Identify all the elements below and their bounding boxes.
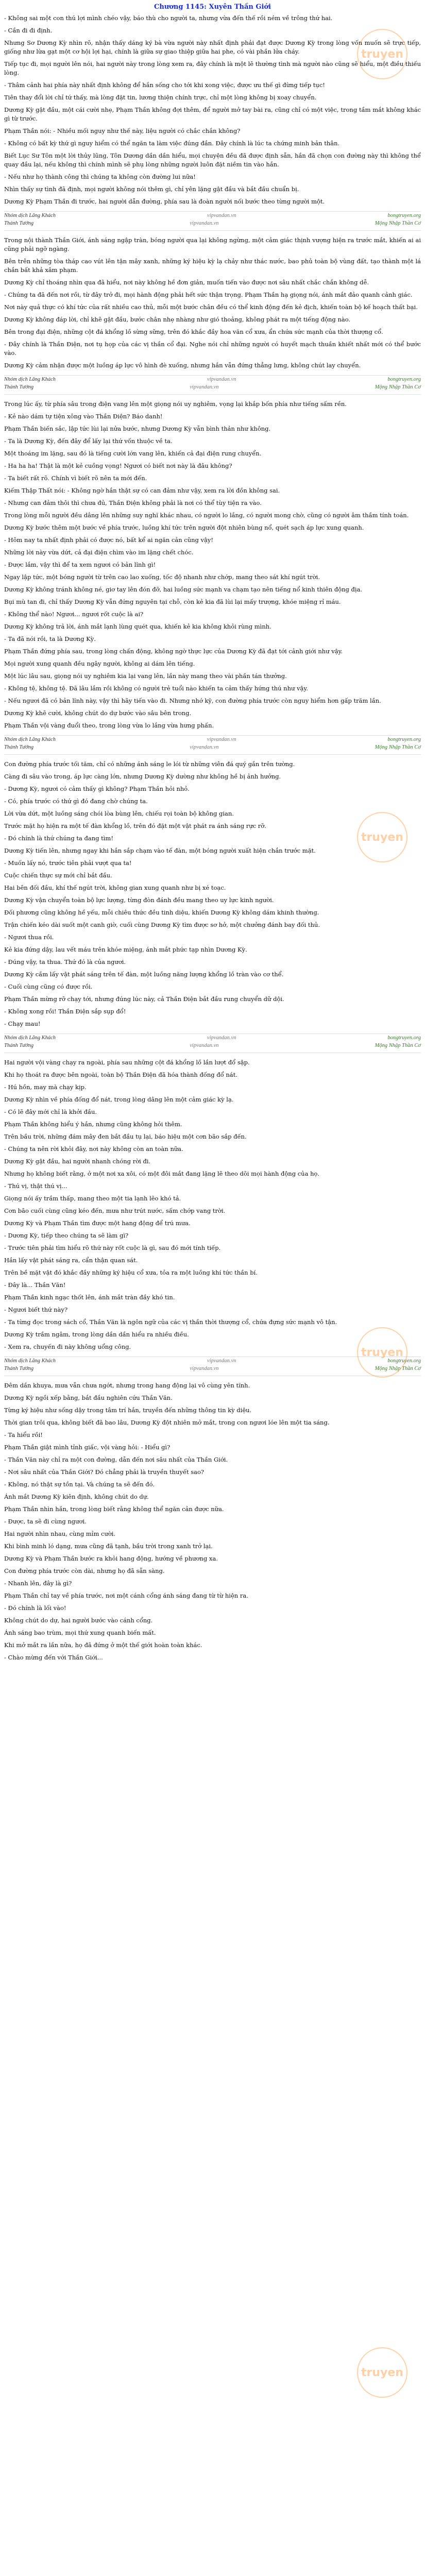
watermark-logo-icon [349, 2339, 416, 2406]
story-paragraph: - Nhưng can đảm thôi thì chưa đủ, Thần Điện không phải là nơi có thể tùy tiện ra vào. [4, 499, 262, 506]
story-paragraph: Hai người vội vàng chạy ra ngoài, phía sau những cột đá khổng lồ lần lượt đổ sập. [4, 1059, 250, 1066]
separator-row-bottom [4, 1365, 421, 1372]
story-paragraph: Dương Kỳ gật đầu, hai người nhanh chóng rời đi. [4, 1158, 151, 1165]
source-site: vipvandan.vn [207, 213, 236, 218]
separator-row-top [4, 376, 421, 383]
story-paragraph: - Không có bất kỳ thứ gì nguy hiểm có thể ngăn ta làm việc đúng đắn. Đây chính là lúc ta chứng minh bản thân. [4, 140, 340, 147]
story-paragraph: Phạm Thần mừng rỡ chạy tới, nhưng đúng lúc này, cả Thần Điện bắt đầu rung chuyển dữ dội. [4, 995, 284, 1003]
story-paragraph: Kẻ kia đứng dậy, lau vết máu trên khóe miệng, ánh mắt phức tạp nhìn Dương Kỳ. [4, 946, 247, 953]
story-paragraph: Bên trên những tòa tháp cao vút lên tận mây xanh, những ký hiệu kỳ lạ chảy như thác nước, bao phủ toàn bộ vùng đất, tạo thành một lá chắn bất khả xâm phạm. [4, 258, 421, 274]
story-paragraph: Trên bầu trời, những đám mây đen bắt đầu tụ lại, báo hiệu một cơn bão sắp đến. [4, 1133, 247, 1140]
separator-row-bottom [4, 219, 421, 227]
section-1 [4, 14, 421, 206]
chapter-title: Chương 1145: Xuyên Thần Giới [154, 3, 271, 11]
source-site-2: vipvandan.vn [190, 1366, 219, 1371]
separator-row-bottom [4, 743, 421, 751]
section-separator [4, 375, 421, 395]
story-paragraph: Phạm Thần đứng phía sau, trong lòng chấn động, không ngờ thực lực của Dương Kỳ đã đạt tới cảnh giới như vậy. [4, 648, 343, 655]
story-paragraph: - Có, phía trước có thứ gì đó đang chờ chúng ta. [4, 798, 148, 805]
story-paragraph: Bên trong đại điện, những cột đá khổng lồ sừng sững, trên đó khắc đầy hoa văn cổ xưa, ẩn chứa sức mạnh của thời thượng cổ. [4, 328, 383, 335]
story-paragraph: Dương Kỳ bước thêm một bước về phía trước, luồng khí tức trên người đột nhiên bùng nổ, quét sạch áp lực xung quanh. [4, 524, 364, 531]
story-paragraph: Nhưng họ không biết rằng, ở một nơi xa xôi, có một đôi mắt đang lặng lẽ theo dõi mọi hành động của họ. [4, 1170, 320, 1177]
story-paragraph: Đêm dần khuya, mưa vẫn chưa ngớt, nhưng trong hang động lại vô cùng yên tĩnh. [4, 1382, 250, 1389]
story-paragraph: Dương Kỳ cầm lấy vật phát sáng trên tế đàn, một luồng năng lượng khổng lồ tràn vào cơ thể. [4, 971, 284, 978]
translator-credit: Nhóm dịch Lãng Khách [4, 1035, 56, 1041]
story-paragraph: - Không tệ, không tệ. Đã lâu lắm rồi không có người trẻ tuổi nào khiến ta cảm thấy hứng thú như vậy. [4, 685, 309, 692]
story-paragraph: Con đường phía trước tối tăm, chỉ có những ánh sáng le lói từ những viên đá quý gắn trên tường. [4, 760, 295, 768]
story-paragraph: Không chút do dự, hai người bước vào cánh cổng. [4, 1617, 153, 1624]
story-paragraph: Những lời này vừa dứt, cả đại điện chìm vào im lặng chết chóc. [4, 549, 194, 556]
story-paragraph: Dương Kỳ nhìn về phía đống đổ nát, trong lòng dâng lên một cảm giác kỳ lạ. [4, 1096, 234, 1103]
story-paragraph: - Nếu ngươi đã có bản lĩnh này, vậy thì hãy tiến vào đi. Nhưng nhớ kỹ, con đường phía trước còn nguy hiểm hơn gấp trăm lần. [4, 697, 381, 704]
story-paragraph: Phạm Thần chỉ tay về phía trước, nơi một cánh cổng ánh sáng đang từ từ hiện ra. [4, 1592, 248, 1599]
story-paragraph: - Dương Kỳ, tiếp theo chúng ta sẽ làm gì? [4, 1232, 129, 1239]
story-paragraph: Ngay lập tức, một bóng người từ trên cao lao xuống, tốc độ nhanh như chớp, mang theo sát khí ngút trời. [4, 573, 320, 581]
story-paragraph: - Chúng ta nên rời khỏi đây, nơi này không còn an toàn nữa. [4, 1145, 183, 1153]
source-site-2: vipvandan.vn [190, 744, 219, 750]
story-paragraph: - Dương Kỳ, ngươi có cảm thấy gì không? Phạm Thần hỏi nhỏ. [4, 785, 190, 792]
story-paragraph: Càng đi sâu vào trong, áp lực càng lớn, nhưng Dương Kỳ dường như không hề bị ảnh hưởng. [4, 773, 281, 780]
book-title: Thánh Tướng [4, 1043, 34, 1048]
source-site: vipvandan.vn [207, 1035, 236, 1041]
story-paragraph: - Chúng ta đã đến nơi rồi, từ đây trở đi, mọi hành động phải hết sức thận trọng. Phạm Thần hạ giọng nói, ánh mắt đảo quanh cảnh giác. [4, 291, 413, 298]
story-paragraph: Từng ký hiệu như sống dậy trong tâm trí hắn, truyền đến những thông tin kỳ diệu. [4, 1406, 252, 1414]
translator-credit: Nhóm dịch Lãng Khách [4, 377, 56, 382]
story-paragraph: Biết Lục Sư Tôn một lời thủy lũng, Tôn Dương dần dần hiểu, mọi chuyện đều đã được định sẵn, hắn đã chọn con đường này thì không thể quay đầu lại, nếu không thì chính mình sẽ phụ lòng những người luôn đặt niềm tin vào hắn. [4, 152, 421, 168]
story-paragraph: Dương Kỳ Phạm Thần đi trước, hai người dẫn đường, phía sau là đoàn người nối bước theo từng người một. [4, 198, 325, 205]
story-paragraph: - Chào mừng đến với Thần Giới... [4, 1654, 103, 1661]
story-paragraph: Trong nội thành Thần Giới, ánh sáng ngập tràn, bóng người qua lại không ngừng, một cảm giác thịnh vượng hiện ra trước mắt, khiến ai ai cũng phải ngỡ ngàng. [4, 236, 421, 252]
story-paragraph: - Thâm cảnh hai phía này nhất định không để hắn sống cho tới khi xong việc, được ưu thế gì đừng tiếp tục! [4, 81, 325, 89]
story-paragraph: Khi mở mắt ra lần nữa, họ đã đứng ở một thế giới hoàn toàn khác. [4, 1641, 202, 1649]
separator-row-bottom [4, 383, 421, 391]
story-paragraph: - Không sai một con thú lợi mình chéo vậy, báo thù cho người ta, nhưng vừa đến thế rồi ném về trông thứ hai. [4, 14, 333, 22]
story-paragraph: Dương Kỳ vận chuyển toàn bộ lực lượng, từng đòn đánh đều mang theo uy lực kinh người. [4, 896, 274, 904]
story-paragraph: - Ta từng đọc trong sách cổ, Thần Văn là ngôn ngữ của các vị thần thời thượng cổ, chứa đựng sức mạnh vô tận. [4, 1318, 337, 1326]
source-site-2: vipvandan.vn [190, 221, 219, 226]
story-paragraph: - Cần đi đi định. [4, 27, 53, 34]
section-6 [4, 1381, 421, 1662]
story-paragraph: Kiếm Thập Thất nói: - Không ngờ hắn thật sự có can đảm như vậy, xem ra lời đồn không sai. [4, 487, 280, 494]
section-3 [4, 400, 421, 730]
story-paragraph: Phạm Thần vội vàng đuổi theo, trong lòng vừa lo lắng vừa hưng phấn. [4, 722, 214, 729]
story-paragraph: Dương Kỳ ngồi xếp bằng, bắt đầu nghiên cứu Thần Văn. [4, 1394, 173, 1401]
host-site: bongtruyen.org [387, 737, 421, 742]
story-paragraph: - Ta đã nói rồi, ta là Dương Kỳ. [4, 635, 96, 642]
section-separator [4, 211, 421, 231]
story-paragraph: Thời gian trôi qua, không biết đã bao lâu, Dương Kỳ đột nhiên mở mắt, trong con ngươi lóe lên một tia sáng. [4, 1419, 330, 1426]
story-paragraph: Dương Kỳ trầm ngâm, trong lòng dần dần hiểu ra nhiều điều. [4, 1331, 189, 1338]
book-title: Thánh Tướng [4, 744, 34, 750]
story-paragraph: - Được lắm, vậy thì để ta xem ngươi có bản lĩnh gì! [4, 561, 156, 568]
story-paragraph: - Không thể nào! Ngươi... ngươi rốt cuộc là ai? [4, 611, 144, 618]
story-paragraph: Dương Kỳ cảm nhận được một luồng áp lực vô hình đè xuống, nhưng hắn vẫn đứng thẳng lưng, không chút lay chuyển. [4, 362, 361, 369]
story-paragraph: Trên bề mặt vật đó khắc đầy những ký hiệu cổ xưa, tỏa ra một luồng khí tức thần bí. [4, 1269, 258, 1276]
story-paragraph: - Đó chính là thứ chúng ta đang tìm! [4, 835, 113, 842]
section-separator [4, 1357, 421, 1376]
story-paragraph: - Đây chính là Thần Điện, nơi tụ họp của các vị thần cổ đại. Nghe nói chỉ những người có huyết mạch thuần khiết nhất mới có thể bước vào. [4, 341, 421, 357]
host-site: bongtruyen.org [387, 377, 421, 382]
source-site-2: vipvandan.vn [190, 384, 219, 390]
book-subtitle: Mộng Nhập Thần Cơ [375, 384, 421, 390]
story-paragraph: Dương Kỳ không tránh không né, giơ tay lên đón đỡ, hai luồng sức mạnh va chạm tạo nên tiếng nổ kinh thiên động địa. [4, 586, 363, 593]
story-paragraph: - Có lẽ đây mới chỉ là khởi đầu. [4, 1108, 97, 1115]
story-paragraph: Một lúc lâu sau, giọng nói uy nghiêm kia lại vang lên, lần này mang theo vài phần tán thưởng. [4, 672, 287, 680]
story-paragraph: Mọi người xung quanh đều ngây người, không ai dám lên tiếng. [4, 660, 195, 667]
story-paragraph: Một thoáng im lặng, sau đó là tiếng cười lớn vang lên, khiến cả đại điện rung chuyển. [4, 450, 262, 457]
story-paragraph: - Đó chính là lối vào! [4, 1604, 66, 1612]
book-title: Thánh Tướng [4, 1366, 34, 1371]
host-site: bongtruyen.org [387, 1358, 421, 1364]
separator-row-top [4, 212, 421, 219]
story-paragraph: Dương Kỳ gật đầu, một cái cười nhẹ, Phạm Thần không đợi thêm, để người mở tay bài ra, cũng chỉ có một việc, trong tầm mắt không khác gì từ trước. [4, 106, 421, 122]
story-paragraph: - Được, ta sẽ đi cùng ngươi. [4, 1518, 87, 1525]
story-paragraph: - Thú vị, thật thú vị... [4, 1182, 67, 1190]
story-paragraph: Dương Kỳ và Phạm Thần bước ra khỏi hang động, hướng về phương xa. [4, 1555, 218, 1562]
story-paragraph: - Nhanh lên, đây là gì? [4, 1580, 72, 1587]
story-paragraph: - Hú hồn, may mà chạy kịp. [4, 1083, 87, 1091]
story-paragraph: Hai bên đối đầu, khí thế ngút trời, không gian xung quanh như bị xé toạc. [4, 884, 226, 891]
story-paragraph: Nhìn thấy sự tình đã định, mọi người không nói thêm gì, chỉ yên lặng gật đầu và bắt đầu chuẩn bị. [4, 185, 299, 193]
story-paragraph: Phạm Thần giật mình tỉnh giấc, vội vàng hỏi: - Hiểu gì? [4, 1444, 171, 1451]
story-paragraph: - Đây là... Thần Văn! [4, 1281, 66, 1289]
watermark-text: truyen [361, 831, 403, 844]
story-paragraph: - Ha ha ha! Thật là một kẻ cuồng vọng! Ngươi có biết nơi này là đâu không? [4, 462, 232, 469]
story-paragraph: - Đúng vậy, ta thua. Thứ đó là của ngươi. [4, 958, 126, 965]
host-site: bongtruyen.org [387, 213, 421, 218]
watermark-text: truyen [361, 48, 403, 61]
section-separator [4, 735, 421, 755]
translator-credit: Nhóm dịch Lãng Khách [4, 213, 56, 218]
story-paragraph: - Muốn lấy nó, trước tiên phải vượt qua ta! [4, 859, 132, 867]
story-paragraph: Trong lúc ấy, từ phía sâu trong điện vang lên một giọng nói uy nghiêm, vọng lại khắp bốn phía như tiếng sấm rền. [4, 400, 347, 408]
story-paragraph: - Kẻ nào dám tự tiện xông vào Thần Điện? Báo danh! [4, 413, 163, 420]
separator-row-bottom [4, 1042, 421, 1049]
story-paragraph: Tiên thay đổi lời chỉ tứ thấy, mà lòng đặt tin, lương thiện chính trực, chỉ một lòng không bị xoay chuyển. [4, 94, 317, 101]
story-paragraph: - Ngươi thua rồi. [4, 934, 54, 941]
story-paragraph: - Chạy mau! [4, 1020, 41, 1027]
book-subtitle: Mộng Nhập Thần Cơ [375, 744, 421, 750]
story-paragraph: - Ta là Dương Kỳ, đến đây để lấy lại thứ vốn thuộc về ta. [4, 437, 173, 445]
story-paragraph: Dương Kỳ khẽ cười, không chút do dự bước vào sâu bên trong. [4, 709, 192, 717]
story-paragraph: Bụi mù tan đi, chỉ thấy Dương Kỳ vẫn đứng nguyên tại chỗ, còn kẻ kia đã lùi lại mấy trượng, khóe miệng rỉ máu. [4, 598, 341, 605]
story-paragraph: Đối phương cũng không hề yếu, mỗi chiêu thức đều tinh diệu, khiến Dương Kỳ không dám khinh thường. [4, 909, 319, 916]
story-paragraph: Trong lòng mỗi người đều dâng lên những suy nghĩ khác nhau, có người lo lắng, có người mong chờ, cũng có người âm thầm tính toán. [4, 512, 409, 519]
watermark-text: truyen [361, 1346, 403, 1359]
story-paragraph: Dương Kỳ tiến lên, nhưng ngay khi hắn sắp chạm vào tế đàn, một bóng người xuất hiện chắn trước mặt. [4, 847, 316, 854]
story-paragraph: Hắn lấy vật phát sáng ra, cẩn thận quan sát. [4, 1257, 138, 1264]
story-paragraph: - Nơi sâu nhất của Thần Giới? Đó chẳng phải là truyền thuyết sao? [4, 1468, 205, 1476]
separator-row-top [4, 1034, 421, 1042]
story-paragraph: Phạm Thần nói: - Nhiều mối nguy như thế này, liệu người có chắc chắn không? [4, 127, 241, 134]
story-paragraph: - Xem ra, chuyến đi này không uổng công. [4, 1343, 131, 1350]
story-paragraph: Cơn bão cuối cùng cũng kéo đến, mưa như trút nước, sấm chớp vang trời. [4, 1207, 226, 1214]
story-paragraph: - Ngươi biết thứ này? [4, 1306, 68, 1313]
watermark-text: truyen [361, 2366, 403, 2379]
story-paragraph: Dương Kỳ không đáp lời, chỉ khẽ gật đầu, bước chân nhẹ nhàng như gió thoảng, không phát ra một tiếng động nào. [4, 316, 351, 323]
story-paragraph: Trước mặt họ hiện ra một tế đàn khổng lồ, trên đó đặt một vật phát ra ánh sáng rực rỡ. [4, 822, 266, 829]
story-paragraph: Trận chiến kéo dài suốt một canh giờ, cuối cùng Dương Kỳ tìm được sơ hở, một chưởng đánh bay đối thủ. [4, 921, 320, 928]
story-paragraph: Con đường phía trước còn dài, nhưng họ đã sẵn sàng. [4, 1567, 165, 1574]
book-subtitle: Mộng Nhập Thần Cơ [375, 1043, 421, 1048]
source-site: vipvandan.vn [207, 377, 236, 382]
story-paragraph: Tiếp tục đi, mọi người lên nói, hai người này trong lòng xem ra, đây chính là một lẽ thường tình mà người nào cũng sẽ hiểu, một điều thiếu lòng. [4, 60, 421, 76]
section-4 [4, 760, 421, 1028]
story-paragraph: Khi họ thoát ra được bên ngoài, toàn bộ Thần Điện đã hóa thành đống đổ nát. [4, 1071, 237, 1078]
story-paragraph: Khi bình minh ló dạng, mưa cũng đã tạnh, bầu trời trong xanh trở lại. [4, 1543, 213, 1550]
story-paragraph: Dương Kỳ chỉ thoáng nhìn qua đã hiểu, nơi này không hề đơn giản, muốn tiến vào được nơi sâu nhất chắc chắn không dễ. [4, 279, 369, 286]
story-paragraph: - Thần Văn này chỉ ra một con đường, dẫn đến nơi sâu nhất của Thần Giới. [4, 1456, 228, 1463]
section-separator [4, 1033, 421, 1053]
separator-row-top [4, 1357, 421, 1365]
story-paragraph: Cuộc chiến thực sự mới chỉ bắt đầu. [4, 872, 112, 879]
story-paragraph: Ánh sáng bao trùm, mọi thứ xung quanh biến mất. [4, 1629, 156, 1636]
story-paragraph: - Không xong rồi! Thần Điện sắp sụp đổ! [4, 1008, 126, 1015]
story-paragraph: Nơi này quả thực có khí tức của rất nhiều cao thủ, mỗi một bước chân đều có thể kinh động đến kẻ địch, khiến toàn bộ kế hoạch thất bại. [4, 303, 418, 311]
book-title: Thánh Tướng [4, 384, 34, 390]
story-paragraph: - Ta biết rất rõ. Chính vì biết rõ nên ta mới đến. [4, 474, 147, 482]
source-site: vipvandan.vn [207, 1358, 236, 1364]
translator-credit: Nhóm dịch Lãng Khách [4, 1358, 56, 1364]
story-paragraph: Phạm Thần biến sắc, lập tức lùi lại nửa bước, nhưng Dương Kỳ vẫn bình thản như không. [4, 425, 271, 432]
story-paragraph: - Trước tiên phải tìm hiểu rõ thứ này rốt cuộc là gì, sau đó mới tính tiếp. [4, 1244, 221, 1251]
book-subtitle: Mộng Nhập Thần Cơ [375, 221, 421, 226]
story-paragraph: Phạm Thần nhìn hắn, trong lòng biết rằng không thể ngăn cản được nữa. [4, 1505, 224, 1513]
book-title: Thánh Tướng [4, 221, 34, 226]
story-paragraph: Phạm Thần kinh ngạc thốt lên, ánh mắt tràn đầy khó tin. [4, 1294, 175, 1301]
source-site-2: vipvandan.vn [190, 1043, 219, 1048]
story-paragraph: - Không, nó thật sự tồn tại. Và chúng ta sẽ đến đó. [4, 1481, 155, 1488]
section-5 [4, 1058, 421, 1351]
story-paragraph: - Ta hiểu rồi! [4, 1431, 43, 1438]
story-paragraph: - Cuối cùng cũng có được rồi. [4, 983, 93, 990]
section-2 [4, 236, 421, 370]
story-paragraph: Giọng nói ấy trầm thấp, mang theo một tia lạnh lẽo khó tả. [4, 1195, 181, 1202]
story-paragraph: Hai người nhìn nhau, cùng mỉm cười. [4, 1530, 116, 1537]
story-paragraph: Lời vừa dứt, một luồng sáng chói lòa bùng lên, chiếu rọi toàn bộ không gian. [4, 810, 234, 817]
book-subtitle: Mộng Nhập Thần Cơ [375, 1366, 421, 1371]
story-paragraph: Dương Kỳ không trả lời, ánh mắt lạnh lùng quét qua, khiến kẻ kia không khỏi rùng mình. [4, 623, 271, 630]
host-site: bongtruyen.org [387, 1035, 421, 1041]
story-paragraph: Phạm Thần không hiểu ý hắn, nhưng cũng không hỏi thêm. [4, 1121, 182, 1128]
translator-credit: Nhóm dịch Lãng Khách [4, 737, 56, 742]
story-paragraph: - Hôm nay ta nhất định phải có được nó, bất kể ai ngăn cản cũng vậy! [4, 536, 214, 544]
story-paragraph: Nhưng Sơ Dương Kỳ nhìn rõ, nhận thấy dáng ký bà vừa người này nhất định phải đạt được Dương Kỳ trong lòng vốn muốn sẽ trực tiếp, giống như lừa gạt một cơ hội lợi hại, chính là giữa sự giao thiệp giữa hai phe, có vài phần lửa cháy. [4, 39, 421, 55]
story-paragraph: - Nếu như họ thành công thì chúng ta không còn đường lui nữa! [4, 173, 196, 180]
story-paragraph: Ánh mắt Dương Kỳ kiên định, không chút do dự. [4, 1493, 149, 1500]
separator-row-top [4, 736, 421, 743]
source-site: vipvandan.vn [207, 737, 236, 742]
story-paragraph: Dương Kỳ và Phạm Thần tìm được một hang động để trú mưa. [4, 1219, 191, 1227]
